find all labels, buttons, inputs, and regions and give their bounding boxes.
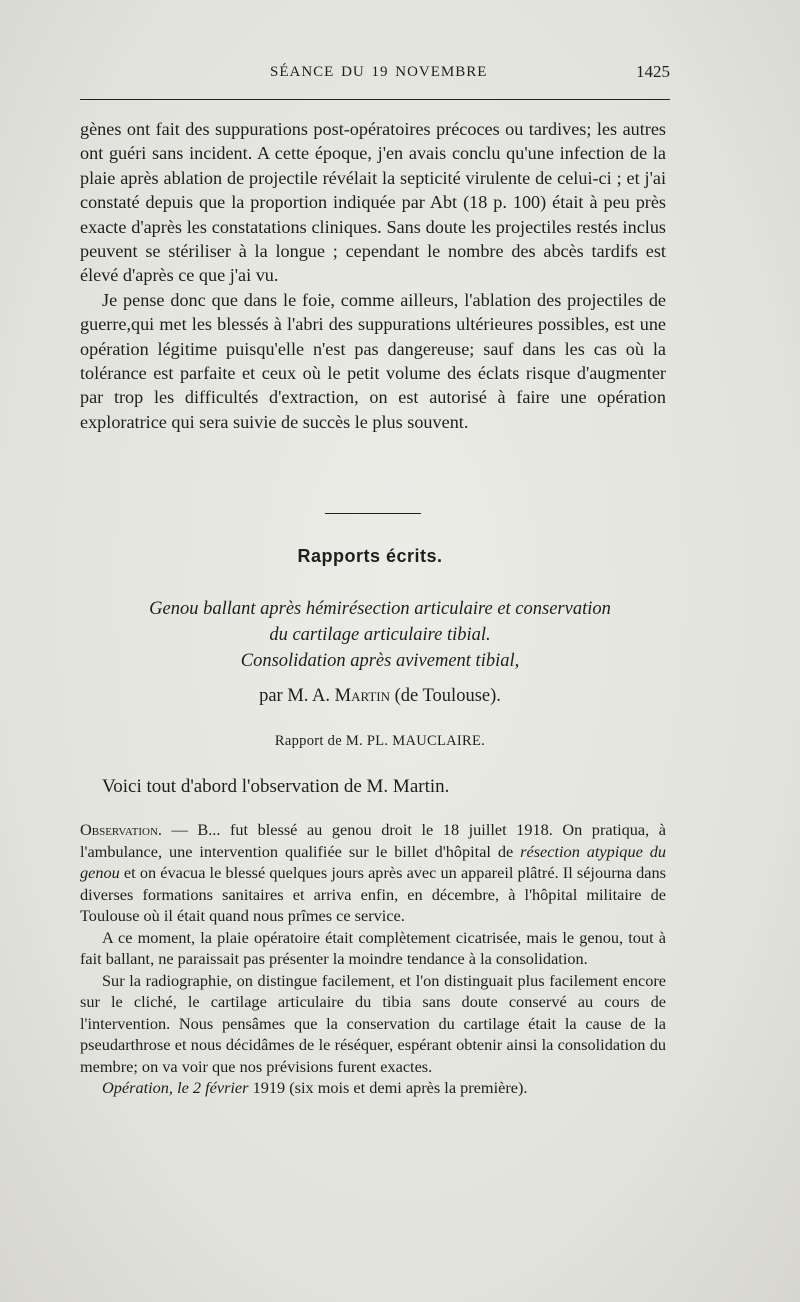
report-title-line: Consolidation après avivement tibial, xyxy=(240,651,520,671)
author-prefix: par M. A. xyxy=(259,686,330,706)
report-title-line: du cartilage articulaire tibial. xyxy=(269,625,491,645)
author-affiliation: (de Toulouse). xyxy=(394,686,501,706)
author-name: Martin xyxy=(334,686,391,706)
page-header xyxy=(80,60,670,84)
report-title-line: Genou ballant après hémirésection articulaire et conservation xyxy=(149,599,611,619)
report-author xyxy=(60,686,700,707)
observation-text xyxy=(80,819,666,1099)
observation-paragraph: Sur la radiographie, on distingue facilement, et l'on distinguait plus facilement encore sur le cliché, le cartilage articulaire du tibia sans doute conservé au cours de l'intervention. Nous pensâmes que la conservation du cartilage était la cause de la pseudarthrose et nous décidâmes de le réséquer, espérant obtenir ainsi la consolidation du membre; on va voir que nos prévisions furent exactes. xyxy=(80,970,666,1076)
observation-paragraph xyxy=(80,1077,666,1099)
paragraph: gènes ont fait des suppurations post-opératoires précoces ou tardives; les autres ont guéri sans incident. A cette époque, j'en avais conclu qu'une infection de la plaie après ablation de projectile révélait la septicité virulente de celui-ci ; et j'ai constaté depuis que la proportion indiquée par Abt (18 p. 100) était à peu près exacte d'après les constatations cliniques. Sans doute les projectiles restés inclus peuvent se stériliser à la longue ; cependant le nombre des abcès tardifs est élevé d'après ce que j'ai vu. xyxy=(80,119,666,286)
running-title: SÉANCE DU 19 NOVEMBRE xyxy=(270,64,488,80)
observation-paragraph: A ce moment, la plaie opératoire était complètement cicatrisée, mais le genou, tout à fait ballant, ne paraissait pas présenter la moindre tendance à la consolidation. xyxy=(80,927,666,968)
section-divider xyxy=(325,513,421,514)
observation-italic-run: Opération, le 2 février xyxy=(102,1078,249,1097)
observation-text-run: 1919 (six mois et demi après la première). xyxy=(248,1078,528,1097)
observation-paragraph xyxy=(80,819,666,927)
report-reporter: Rapport de M. PL. MAUCLAIRE. xyxy=(274,733,486,749)
report-intro: Voici tout d'abord l'observation de M. Martin. xyxy=(102,776,450,797)
observation-text-run: — B... fut blessé au genou droit le 18 juillet 1918. On pratiqua, à l'ambulance, une intervention qualifiée sur le billet d'hôpital de xyxy=(80,820,666,861)
observation-label: Observation. xyxy=(80,820,162,839)
section-heading: Rapports écrits. xyxy=(297,546,443,566)
body-text xyxy=(80,117,666,434)
observation-italic-run: résection atypique du genou xyxy=(80,841,667,882)
paragraph: Je pense donc que dans le foie, comme ailleurs, l'ablation des projectiles de guerre,qui met les blessés à l'abri des suppurations ultérieures possibles, est une opération légitime puisqu'elle n'est pas dangereuse; sauf dans les cas où la tolérance est parfaite et ceux où le petit volume des éclats risque d'augmenter par trop les difficultés d'extraction, on est autorisé à faire une opération exploratrice qui sera suivie de succès le plus souvent. xyxy=(80,289,666,432)
header-divider xyxy=(80,99,670,100)
observation-text-run: et on évacua le blessé quelques jours après avec un appareil plâtré. Il séjourna dans diverses formations sanitaires et arriva enfin, en décembre, à l'hôpital militaire de Toulouse où il était quand nous prîmes ce service. xyxy=(80,863,666,925)
report-title xyxy=(60,596,700,674)
page-number: 1425 xyxy=(636,62,670,81)
